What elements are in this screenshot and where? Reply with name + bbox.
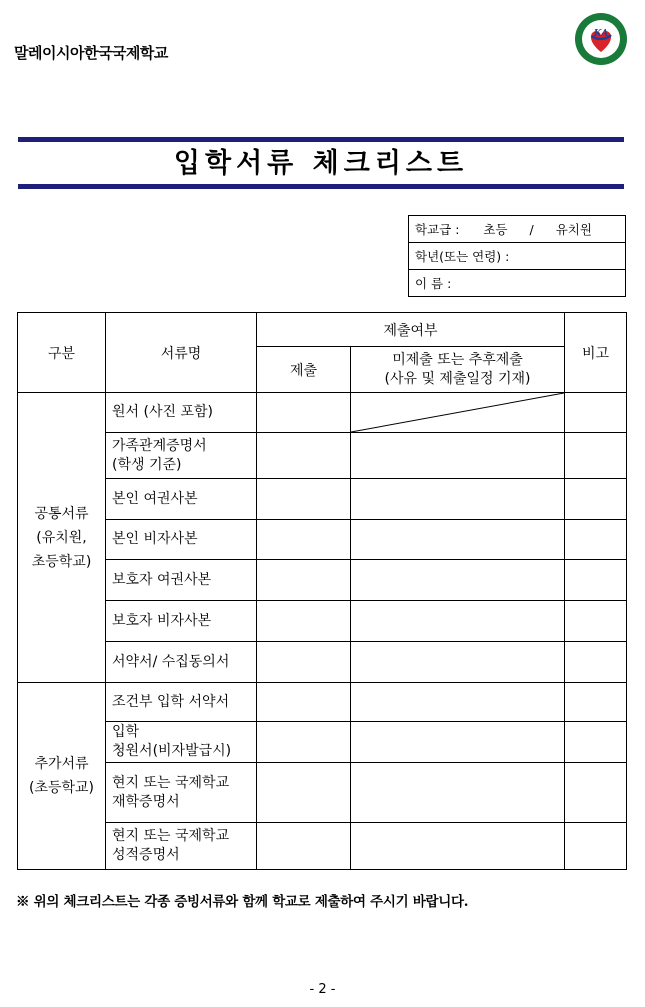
table-row	[18, 642, 627, 683]
remarks-cell[interactable]	[565, 393, 627, 433]
table-row	[18, 560, 627, 601]
remarks-cell[interactable]	[565, 520, 627, 560]
doc-conditional-pledge	[106, 683, 257, 722]
doc-guardian-visa	[106, 601, 257, 642]
logo-text: KA	[593, 29, 609, 39]
category-additional	[18, 683, 106, 870]
school-logo-icon	[574, 12, 628, 66]
header-row-1	[18, 313, 627, 347]
year-field[interactable]	[409, 243, 626, 270]
doc-guardian-passport	[106, 560, 257, 601]
check-not-submitted[interactable]	[351, 433, 565, 479]
remarks-cell[interactable]	[565, 560, 627, 601]
header-not-submitted-line1: 미제출 또는 추후제출	[392, 351, 523, 368]
name-label: 이 름 :	[415, 276, 452, 291]
check-submitted[interactable]	[257, 433, 351, 479]
grade-option-elementary: 초등	[483, 222, 508, 237]
doc-label: 본인 비자사본	[112, 531, 198, 547]
header-submission-status: 제출여부	[257, 313, 565, 347]
header-remarks: 비고	[565, 313, 627, 393]
doc-own-passport	[106, 479, 257, 520]
remarks-cell[interactable]	[565, 683, 627, 722]
name-field[interactable]	[409, 270, 626, 297]
info-row-year	[409, 243, 626, 270]
title-bar-top	[18, 137, 624, 142]
doc-family-relation	[106, 433, 257, 479]
remarks-cell[interactable]	[565, 479, 627, 520]
doc-label: 원서 (사진 포함)	[112, 404, 213, 420]
check-submitted[interactable]	[257, 520, 351, 560]
header-not-submitted	[351, 347, 565, 393]
check-not-submitted[interactable]	[351, 763, 565, 823]
doc-label: 현지 또는 국제학교	[112, 774, 230, 791]
grade-separator: /	[529, 222, 534, 237]
doc-label: (학생 기준)	[112, 456, 182, 473]
doc-admission-petition	[106, 722, 257, 763]
doc-label: 재학증명서	[112, 793, 180, 810]
doc-label: 본인 여권사본	[112, 490, 198, 507]
remarks-cell[interactable]	[565, 722, 627, 763]
doc-label: 조건부 입학 서약서	[112, 693, 230, 710]
doc-enrollment-cert	[106, 763, 257, 823]
check-submitted[interactable]	[257, 823, 351, 870]
table-row	[18, 722, 627, 763]
remarks-cell[interactable]	[565, 433, 627, 479]
checklist-table	[17, 312, 627, 870]
info-row-name	[409, 270, 626, 297]
doc-label: 서약서/ 수집동의서	[112, 653, 230, 670]
remarks-cell[interactable]	[565, 763, 627, 823]
doc-own-visa	[106, 520, 257, 560]
doc-pledge-consent	[106, 642, 257, 683]
header-category: 구분	[18, 313, 106, 393]
doc-application-form	[106, 393, 257, 433]
page-number: - 2 -	[309, 982, 336, 997]
category-line: (유치원,	[36, 529, 87, 546]
doc-label: 가족관계증명서	[112, 437, 207, 454]
doc-transcript	[106, 823, 257, 870]
category-line: 공통서류	[34, 505, 89, 522]
info-row-grade	[409, 216, 626, 243]
check-submitted[interactable]	[257, 393, 351, 433]
check-not-submitted[interactable]	[351, 601, 565, 642]
check-not-submitted[interactable]	[351, 479, 565, 520]
doc-label: 현지 또는 국제학교	[112, 828, 230, 844]
check-submitted[interactable]	[257, 642, 351, 683]
student-info-box	[408, 215, 626, 297]
check-not-submitted[interactable]	[351, 722, 565, 763]
doc-label: 입학	[112, 724, 140, 740]
remarks-cell[interactable]	[565, 601, 627, 642]
check-not-submitted[interactable]	[351, 520, 565, 560]
check-submitted[interactable]	[257, 763, 351, 823]
check-submitted[interactable]	[257, 601, 351, 642]
category-common	[18, 393, 106, 683]
title-banner	[18, 137, 624, 189]
check-not-submitted[interactable]	[351, 642, 565, 683]
grade-option-kindergarten: 유치원	[555, 222, 592, 237]
remarks-cell[interactable]	[565, 823, 627, 870]
header-not-submitted-line2: (사유 및 제출일정 기재)	[384, 370, 531, 387]
doc-label: 청원서(비자발급시)	[112, 743, 232, 759]
title-bar-bottom	[18, 184, 624, 189]
header-doc-name: 서류명	[106, 313, 257, 393]
table-row	[18, 763, 627, 823]
year-label: 학년(또는 연령) :	[415, 249, 510, 264]
table-row	[18, 479, 627, 520]
doc-label: 보호자 여권사본	[112, 571, 212, 588]
check-not-submitted[interactable]	[351, 823, 565, 870]
check-submitted[interactable]	[257, 722, 351, 763]
remarks-cell[interactable]	[565, 642, 627, 683]
table-row	[18, 520, 627, 560]
header-submitted: 제출	[257, 347, 351, 393]
check-submitted[interactable]	[257, 683, 351, 722]
table-row	[18, 683, 627, 722]
school-name: 말레이시아한국국제학교	[14, 44, 168, 62]
category-line: 추가서류	[34, 756, 89, 772]
diagonal-line-icon	[351, 393, 564, 432]
check-not-submitted[interactable]	[351, 393, 565, 433]
check-not-submitted[interactable]	[351, 683, 565, 722]
table-row	[18, 393, 627, 433]
doc-label: 성적증명서	[112, 847, 180, 863]
category-line: (초등학교)	[28, 780, 95, 796]
table-row	[18, 433, 627, 479]
check-not-submitted[interactable]	[351, 560, 565, 601]
table-row	[18, 601, 627, 642]
grade-field[interactable]	[409, 216, 626, 243]
page-title: 입학서류 체크리스트	[173, 148, 469, 179]
footer-note: ※ 위의 체크리스트는 각종 증빙서류와 함께 학교로 제출하여 주시기 바랍니다.	[16, 894, 469, 910]
check-submitted[interactable]	[257, 479, 351, 520]
table-row	[18, 823, 627, 870]
category-line: 초등학교)	[31, 553, 92, 570]
check-submitted[interactable]	[257, 560, 351, 601]
doc-label: 보호자 비자사본	[112, 612, 212, 629]
grade-label: 학교급 :	[415, 222, 460, 237]
